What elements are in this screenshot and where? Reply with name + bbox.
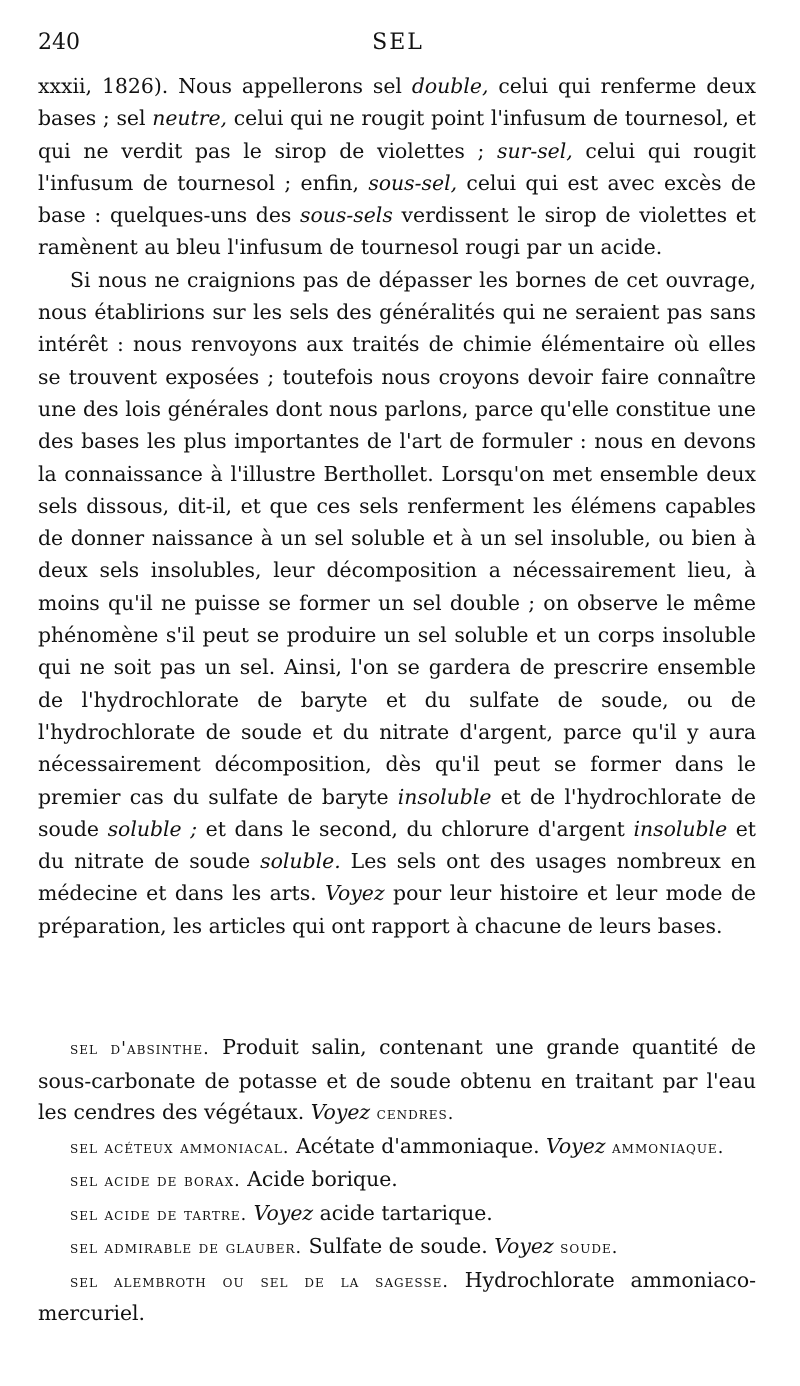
paragraph-0-run-9: sous-sels <box>300 203 393 228</box>
entry-1-run-0: sel acéteux ammoniacal. <box>70 1137 290 1158</box>
paragraph-0-run-0: xxxii, 1826). Nous appellerons sel <box>38 74 412 98</box>
paragraph-0-run-6: celui qui rougit l'infusum de tournesol ; enfin, <box>38 138 756 195</box>
entry-4-run-0: sel admirable de glauber. <box>70 1238 303 1258</box>
paragraph-0-run-5: sur-sel, <box>496 138 573 163</box>
entry-0-run-4: cendres. <box>376 1104 455 1124</box>
paragraph-0-run-8: celui qui est avec excès de base : quelques-uns des <box>38 170 757 228</box>
entry-sel-aceteux-ammoniacal <box>38 1131 756 1165</box>
entry-sel-acide-borax <box>38 1164 756 1198</box>
entry-4-run-2: Voyez <box>494 1234 554 1258</box>
paragraph-1-run-3: soluble ; <box>107 816 198 841</box>
page-number: 240 <box>38 30 80 55</box>
entry-3-run-3: acide tartarique. <box>313 1200 493 1225</box>
entry-3-run-2: Voyez <box>253 1200 314 1225</box>
dictionary-entries <box>38 1032 756 1330</box>
entry-0-run-1: Produit salin, contenant une grande quantité de sous-carbonate de potasse et de soude obtenu en traitant par l'eau les cendres des végétaux. <box>38 1035 756 1124</box>
paragraph-1-run-10: pour leur histoire et leur mode de préparation, les articles qui ont rapport à chacune de leurs bases. <box>38 881 756 938</box>
entry-5-run-0: sel alembroth ou sel de la sagesse. <box>70 1271 449 1292</box>
entry-4-run-4: soude. <box>560 1238 619 1258</box>
entry-1-run-1: Acétate d'ammoniaque. <box>289 1133 547 1158</box>
paragraph-1-run-6: et du nitrate de soude <box>38 816 756 874</box>
entry-1-run-4: ammoniaque. <box>612 1137 725 1158</box>
page-header <box>38 30 758 64</box>
paragraph-0-run-3: neutre, <box>152 106 228 131</box>
entry-2-run-1: Acide borique. <box>240 1167 398 1191</box>
entry-0-run-0: sel d'absinthe. <box>70 1039 210 1059</box>
entry-sel-admirable-glauber <box>38 1231 756 1265</box>
paragraph-0-run-4: celui qui ne rougit point l'infusum de tournesol, et qui ne verdit pas le sirop de violettes ; <box>38 106 756 163</box>
paragraph-0-run-7: sous-sel, <box>368 170 458 195</box>
entry-2-run-0: sel acide de borax. <box>70 1171 241 1191</box>
running-head: SEL <box>372 30 424 55</box>
entry-sel-absinthe <box>38 1032 756 1131</box>
entry-5-run-1: Hydrochlorate ammoniaco-mercuriel. <box>38 1267 757 1325</box>
entry-1-run-2: Voyez <box>546 1133 606 1158</box>
paragraph-1-run-7: soluble. <box>260 849 341 874</box>
paragraph-continued <box>38 70 756 264</box>
entry-sel-acide-tartre <box>38 1198 756 1232</box>
paragraph-1-run-0: Si nous ne craignions pas de dépasser les bornes de cet ouvrage, nous établirions sur les sels des généralités qui ne seraient pas sans intérêt : nous renvoyons aux traités de chimie élémentaire où elles se trouvent exposées ; toutefois nous croyons devoir faire connaître une des lois générales dont nous parlons, parce qu'elle constitue une des bases les plus importantes de l'art de formuler : nous en devons la connaissance à l'illustre Berthollet. Lorsqu'on met ensemble deux sels dissous, dit-il, et que ces sels renferment les élémens capables de donner naissance à un sel soluble et à un sel insoluble, ou bien à deux sels insolubles, leur décomposition a nécessairement lieu, à moins qu'il ne puisse se former un sel double ; on observe le même phénomène s'il peut se produire un sel soluble et un corps insoluble qui ne soit pas un sel. Ainsi, l'on se gardera de prescrire ensemble de l'hydrochlorate de baryte et du sulfate de soude, ou de l'hydrochlorate de soude et du nitrate d'argent, parce qu'il y aura nécessairement décomposition, dès qu'il peut se former dans le premier cas du sulfate de baryte <box>38 267 756 809</box>
entry-sel-alembroth <box>38 1265 756 1330</box>
main-text <box>38 70 756 942</box>
entry-4-run-1: Sulfate de soude. <box>302 1234 495 1258</box>
entry-3-run-0: sel acide de tartre. <box>70 1204 248 1225</box>
paragraph-1-run-2: et de l'hydrochlorate de soude <box>38 784 756 841</box>
paragraph-berthollet-law <box>38 264 756 942</box>
entry-0-run-2: Voyez <box>310 1100 371 1124</box>
paragraph-1-run-1: insoluble <box>397 784 492 809</box>
paragraph-0-run-2: celui qui renferme deux bases ; sel <box>38 74 756 131</box>
paragraph-1-run-9: Voyez <box>325 881 385 906</box>
paragraph-0-run-10: verdissent le sirop de violettes et ramènent au bleu l'infusum de tournesol rougi par un acide. <box>38 203 756 260</box>
paragraph-1-run-5: insoluble <box>633 816 728 841</box>
paragraph-0-run-1: double, <box>411 74 489 98</box>
paragraph-1-run-4: et dans le second, du chlorure d'argent <box>197 816 634 841</box>
paragraph-1-run-8: Les sels ont des usages nombreux en médecine et dans les arts. <box>38 849 756 906</box>
